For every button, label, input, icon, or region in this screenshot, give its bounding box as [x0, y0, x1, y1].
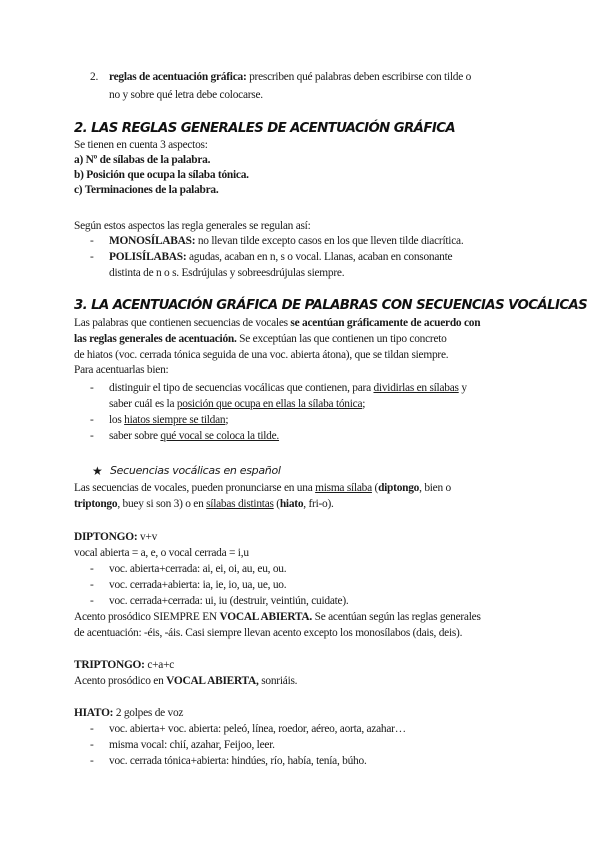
intro-item-line-2: no y sobre qué letra debe colocarse.	[109, 89, 263, 101]
text: Acento prosódico SIEMPRE EN	[74, 611, 220, 623]
s3-text: Las palabras que contienen secuencias de vocales	[74, 317, 291, 329]
rule2-content	[109, 250, 452, 264]
text: , bien o	[419, 482, 451, 494]
section3-p1-line1	[74, 316, 480, 330]
text: distinguir el tipo de secuencias vocálicas que contienen, para	[109, 382, 374, 394]
rule2-term: POLISÍLABAS:	[109, 251, 187, 263]
bullet-dash: -	[90, 235, 94, 247]
item-text: voc. cerrada tónica+abierta: hindúes, río, había, tenía, búho.	[109, 755, 367, 767]
rule1-text: no llevan tilde excepto casos en los que lleven tilde diacrítica.	[195, 235, 464, 247]
intro-item-line-1	[109, 70, 471, 84]
bold-term: VOCAL ABIERTA,	[166, 675, 259, 687]
text: (	[371, 482, 379, 494]
bullet-dash: -	[90, 579, 94, 591]
section3-p1-line2	[74, 332, 447, 346]
section2-heading: 2. LAS REGLAS GENERALES DE ACENTUACIÓN GRÁFICA	[74, 121, 456, 136]
section3-p1-line3: de hiatos (voc. cerrada tónica seguida de una voc. abierta átona), que se tildan siempre.	[74, 349, 449, 361]
aspect-b-text: b) Posición que ocupa la sílaba tónica.	[74, 169, 249, 181]
aspect-c	[74, 183, 218, 197]
intro-item-text: prescriben qué palabras deben escribirse con tilde o	[246, 71, 472, 83]
aspect-a	[74, 153, 210, 167]
item-text: misma vocal: chií, azahar, Feijoo, leer.	[109, 739, 275, 751]
text: , fri-o).	[303, 498, 334, 510]
bullet-dash: -	[90, 414, 94, 426]
text: , buey si son 3) o en	[117, 498, 207, 510]
text: (	[273, 498, 280, 510]
rule1-term: MONOSÍLABAS:	[109, 235, 196, 247]
bullet-dash: -	[90, 739, 94, 751]
intro-item-term: reglas de acentuación gráfica:	[109, 71, 247, 83]
bullet-dash: -	[90, 430, 94, 442]
formula: 2 golpes de voz	[113, 707, 184, 719]
triptongo-p	[74, 674, 297, 688]
hiato-title	[74, 706, 183, 720]
text: sonriáis.	[258, 675, 298, 687]
text: Las secuencias de vocales, pueden pronunciarse en una	[74, 482, 316, 494]
s3-bullet-1-content	[109, 381, 467, 395]
rule2-text: agudas, acaban en n, s o vocal. Llanas, acaban en consonante	[186, 251, 453, 263]
formula: c+a+c	[144, 659, 175, 671]
diptongo-def: vocal abierta = a, e, o vocal cerrada = i,u	[74, 547, 249, 559]
diptongo-title	[74, 530, 157, 544]
bold-term: triptongo	[74, 498, 118, 510]
item-text: voc. abierta+ voc. abierta: peleó, línea, roedor, aéreo, aorta, azahar…	[109, 723, 406, 735]
text: y	[458, 382, 467, 394]
triptongo-title	[74, 658, 174, 672]
subsection-p1	[74, 481, 451, 495]
section3-p2: Para acentuarlas bien:	[74, 364, 169, 376]
diptongo-p1	[74, 610, 481, 624]
text: ;	[362, 398, 366, 410]
bold-term: DIPTONGO:	[74, 531, 138, 543]
bullet-dash: -	[90, 595, 94, 607]
subsection-title: Secuencias vocálicas en español	[110, 464, 281, 477]
item-text: voc. cerrada+abierta: ia, ie, io, ua, ue, uo.	[109, 579, 287, 591]
bold-term: VOCAL ABIERTA.	[219, 611, 313, 623]
underlined-text: misma sílaba	[315, 482, 372, 494]
text: saber sobre	[109, 430, 161, 442]
diptongo-p2: de acentuación: -éis, -áis. Casi siempre llevan acento excepto los monosílabos (dais, deis).	[74, 627, 463, 639]
underlined-text: dividirlas en sílabas	[373, 382, 459, 394]
text: saber cuál es la	[109, 398, 177, 410]
underlined-text: sílabas distintas	[206, 498, 274, 510]
text: Se acentúan según las reglas generales	[312, 611, 481, 623]
text: Acento prosódico en	[74, 675, 167, 687]
s3-bullet-3-content	[109, 429, 279, 443]
section3-heading: 3. LA ACENTUACIÓN GRÁFICA DE PALABRAS CON SECUENCIAS VOCÁLICAS	[74, 298, 588, 313]
bullet-dash: -	[90, 382, 94, 394]
underlined-text: qué vocal se coloca la tilde.	[160, 430, 280, 442]
text: los	[109, 414, 125, 426]
aspect-a-text: a) Nº de sílabas de la palabra.	[74, 154, 211, 166]
rule2-line-2: distinta de n o s. Esdrújulas y sobreesdrújulas siempre.	[109, 267, 345, 279]
subsection-p2	[74, 497, 334, 511]
aspect-b	[74, 168, 249, 182]
aspect-c-text: c) Terminaciones de la palabra.	[74, 184, 219, 196]
bold-term: hiato	[279, 498, 304, 510]
rules-lead: Según estos aspectos las regla generales se regulan así:	[74, 220, 311, 232]
s3-bold: se acentúan gráficamente de acuerdo con	[290, 317, 481, 329]
text: ;	[225, 414, 229, 426]
item-text: voc. cerrada+cerrada: ui, iu (destruir, veintiún, cuidate).	[109, 595, 349, 607]
underlined-text: posición que ocupa en ellas la sílaba tónica	[176, 398, 363, 410]
intro-item-number: 2.	[90, 71, 99, 83]
s3-bullet-2-content	[109, 413, 228, 427]
bullet-dash: -	[90, 755, 94, 767]
bold-term: HIATO:	[74, 707, 114, 719]
bullet-dash: -	[90, 723, 94, 735]
s3-bold-2: las reglas generales de acentuación.	[74, 333, 237, 345]
bold-term: diptongo	[378, 482, 420, 494]
s3-bullet-1-line-2	[109, 397, 365, 411]
underlined-text: hiatos siempre se tildan	[124, 414, 226, 426]
section2-lead: Se tienen en cuenta 3 aspectos:	[74, 139, 208, 151]
formula: v+v	[137, 531, 158, 543]
bold-term: TRIPTONGO:	[74, 659, 145, 671]
bullet-dash: -	[90, 563, 94, 575]
bullet-dash: -	[90, 251, 94, 263]
star-bullet-icon: ★	[92, 464, 103, 478]
rule1-content	[109, 234, 463, 248]
s3-text-2: Se exceptúan las que contienen un tipo concreto	[236, 333, 447, 345]
item-text: voc. abierta+cerrada: ai, ei, oi, au, eu, ou.	[109, 563, 287, 575]
